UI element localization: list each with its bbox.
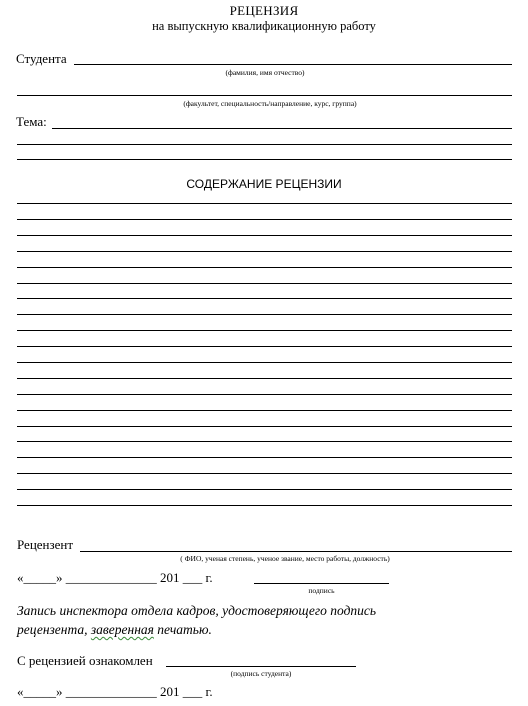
review-content-line[interactable] (17, 346, 512, 347)
inspector-note-part-2: печатью. (153, 622, 212, 637)
reviewer-date[interactable]: «_____» ______________ 201 ___ г. (17, 570, 213, 585)
document-title: РЕЦЕНЗИЯ (229, 3, 299, 18)
acknowledged-label: С рецензией ознакомлен (17, 653, 153, 668)
acknowledged-hint: (подпись студента) (230, 669, 292, 678)
review-content-line[interactable] (17, 283, 512, 284)
review-content-line[interactable] (17, 441, 512, 442)
reviewer-signature-hint: подпись (308, 586, 335, 595)
topic-line-2[interactable] (17, 144, 512, 145)
review-content-line[interactable] (17, 394, 512, 395)
reviewer-hint: ( ФИО, ученая степень, ученое звание, место работы, должность) (180, 554, 390, 563)
topic-line-3[interactable] (17, 159, 512, 160)
acknowledged-signature-line[interactable] (166, 666, 356, 667)
review-content-title: СОДЕРЖАНИЕ РЕЦЕНЗИИ (186, 177, 342, 191)
review-content-line[interactable] (17, 314, 512, 315)
review-content-line[interactable] (17, 219, 512, 220)
review-content-line[interactable] (17, 235, 512, 236)
student-faculty-line[interactable] (17, 95, 512, 96)
review-content-line[interactable] (17, 457, 512, 458)
reviewer-signature-line[interactable] (254, 583, 389, 584)
reviewer-line[interactable] (80, 551, 512, 552)
review-content-line[interactable] (17, 410, 512, 411)
topic-label: Тема: (16, 114, 47, 129)
inspector-note-line-2 (17, 620, 517, 639)
student-faculty-hint: (факультет, специальность/направление, курс, группа) (183, 99, 357, 108)
inspector-note-marked-word: заверенная (90, 622, 154, 637)
topic-line-1[interactable] (52, 128, 512, 129)
review-content-line[interactable] (17, 473, 512, 474)
review-content-line[interactable] (17, 298, 512, 299)
review-content-line[interactable] (17, 330, 512, 331)
review-content-line[interactable] (17, 267, 512, 268)
review-content-line[interactable] (17, 378, 512, 379)
inspector-note-part-1: рецензента, (17, 622, 91, 637)
inspector-note-line-1: Запись инспектора отдела кадров, удостоверяющего подпись (17, 603, 377, 618)
review-content-line[interactable] (17, 251, 512, 252)
document-subtitle: на выпускную квалификационную работу (152, 19, 376, 33)
reviewer-label: Рецензент (17, 537, 74, 552)
inspector-note (17, 601, 517, 639)
review-content-line[interactable] (17, 426, 512, 427)
review-content-line[interactable] (17, 203, 512, 204)
student-label: Студента (16, 51, 67, 66)
acknowledged-date[interactable]: «_____» ______________ 201 ___ г. (17, 684, 213, 699)
student-name-hint: (фамилия, имя отчество) (225, 68, 305, 77)
review-content-line[interactable] (17, 362, 512, 363)
review-content-line[interactable] (17, 489, 512, 490)
review-content-line[interactable] (17, 505, 512, 506)
student-name-line[interactable] (74, 64, 512, 65)
